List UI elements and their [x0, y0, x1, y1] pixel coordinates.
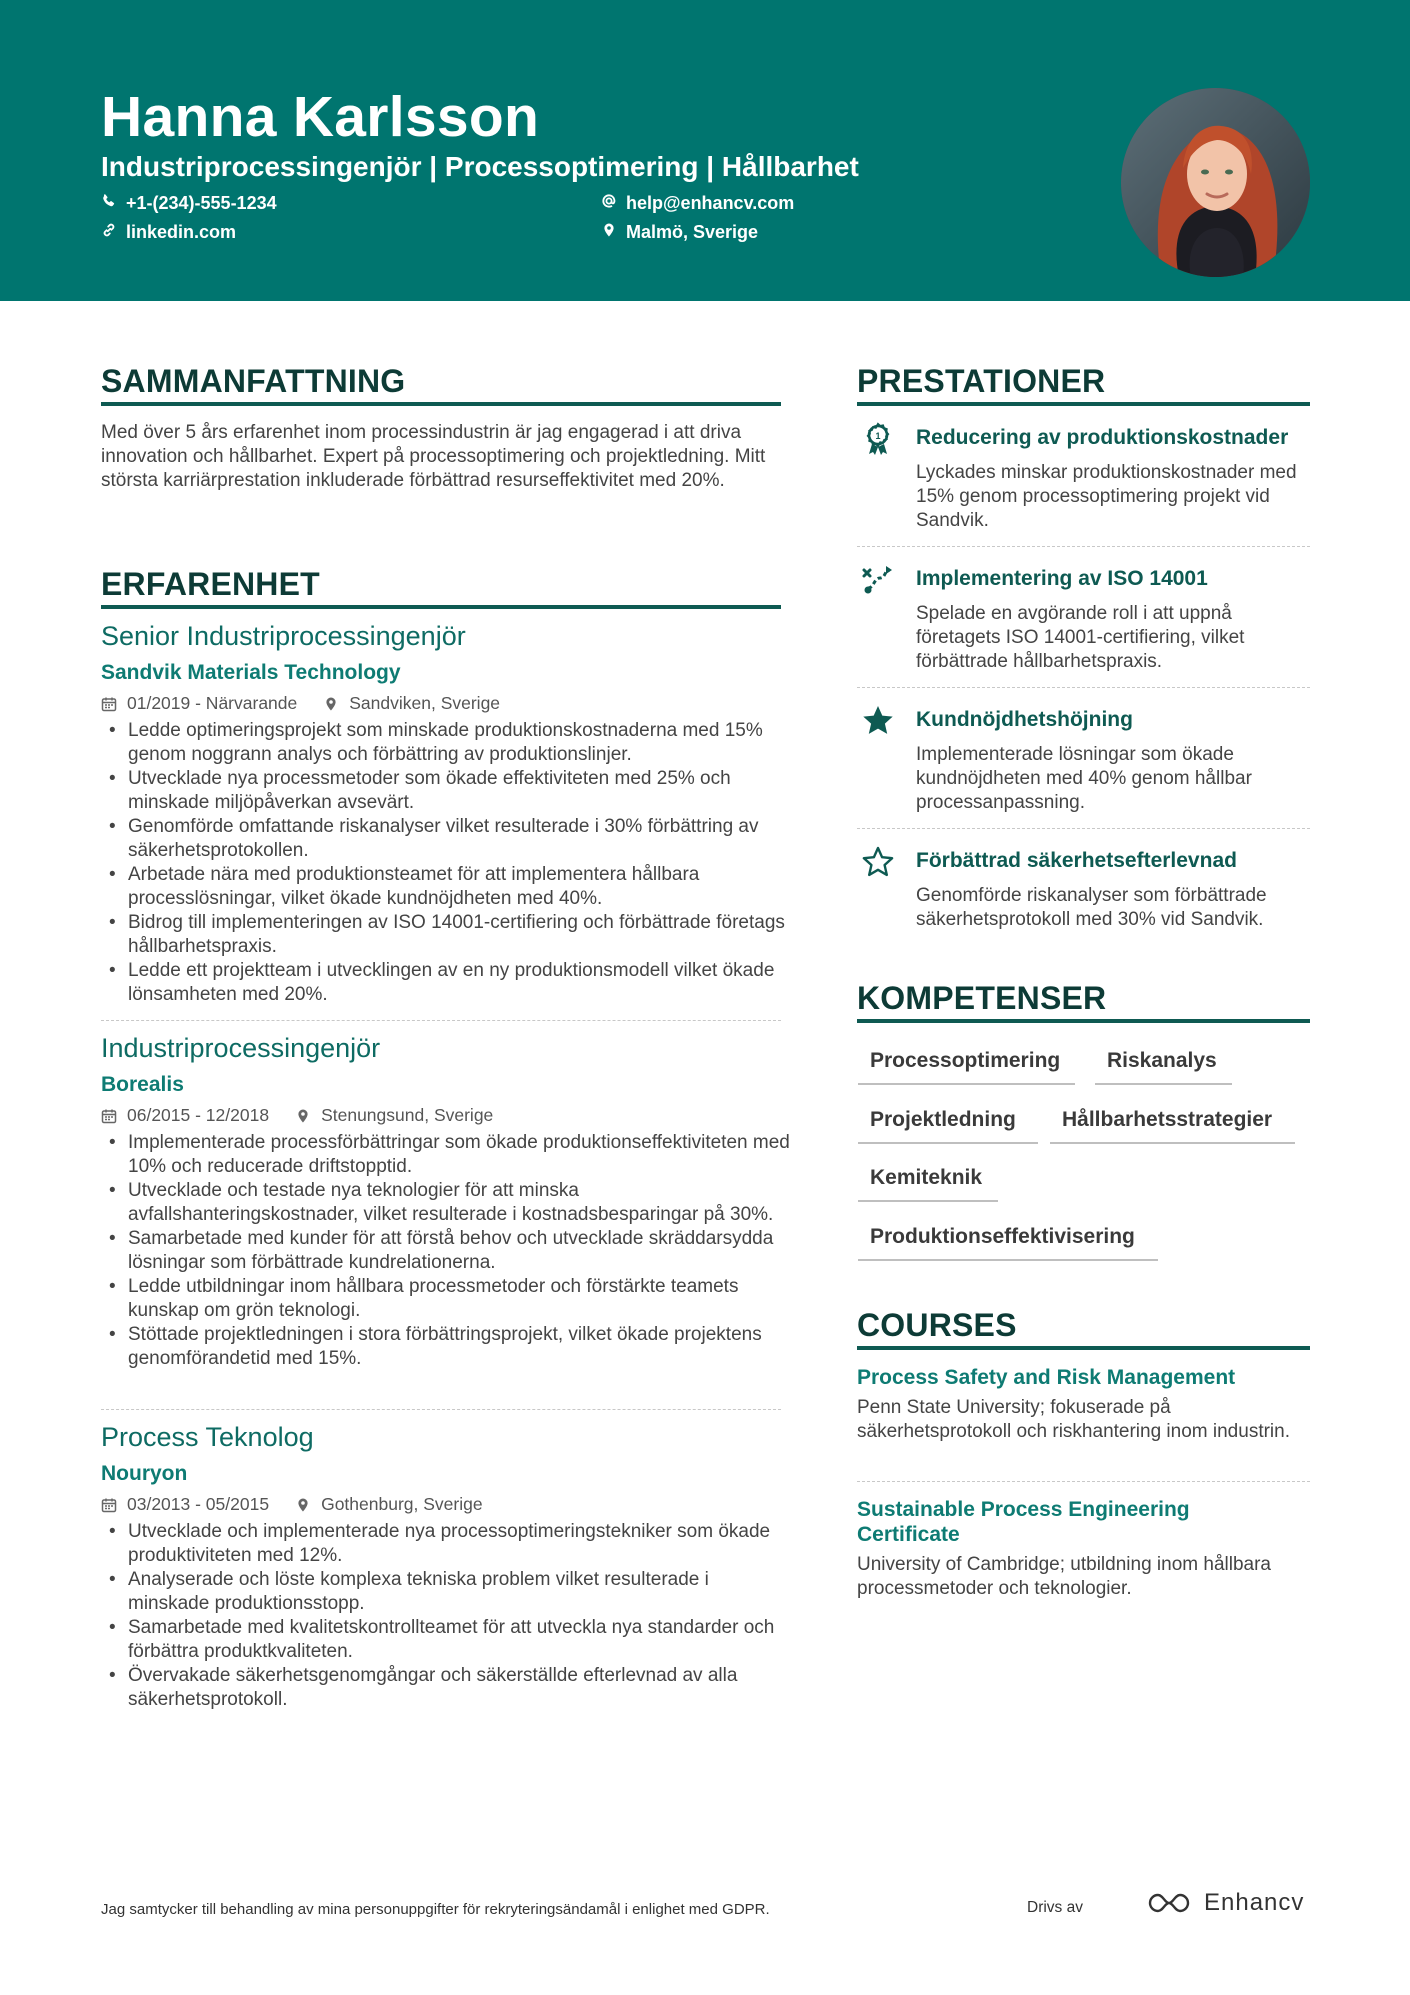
job-title: Industriprocessingenjör: [101, 1033, 381, 1063]
course-description: University of Cambridge; utbildning inom hållbara processmetoder och teknologier.: [857, 1554, 1271, 1599]
achievement-description: Spelade en avgörande roll i att uppnå företagets ISO 14001-certifiering, vilket förbättrade hållbarhetspraxis.: [916, 603, 1245, 672]
job-title: Senior Industriprocessingenjör: [101, 621, 466, 651]
achievement-title: Kundnöjdhetshöjning: [916, 708, 1133, 731]
courses-section-title: COURSES: [857, 1307, 1017, 1343]
course-title: Process Safety and Risk Management: [857, 1366, 1236, 1389]
experience-section-title: ERFARENHET: [101, 566, 320, 602]
job-location: Stenungsund, Sverige: [321, 1105, 494, 1125]
gdpr-consent: Jag samtycker till behandling av mina personuppgifter för rekryteringsändamål i enlighet med GDPR.: [101, 1901, 770, 1918]
job-bullet: • Ledde utbildningar inom hållbara processmetoder och förstärkte teamets kunskap om grön teknologi.: [101, 1275, 791, 1323]
job-bullet: • Utvecklade och implementerade nya processoptimeringstekniker som ökade produktiviteten med 12%.: [101, 1520, 791, 1568]
achievement-title: Reducering av produktionskostnader: [916, 426, 1289, 449]
job-bullets: [101, 719, 791, 1007]
job-bullet: • Ledde ett projektteam i utvecklingen av en ny produktionsmodell vilket ökade lönsamheten med 20%.: [101, 959, 791, 1007]
achievement-separator: [857, 828, 1310, 829]
location-pin-icon: [323, 696, 339, 712]
job-meta: [101, 693, 500, 714]
job-bullet: • Utvecklade nya processmetoder som ökade effektiviteten med 25% och minskade miljöpåverkan avsevärt.: [101, 767, 791, 815]
contact-email[interactable]: [601, 193, 794, 214]
job-bullet: • Ledde optimeringsprojekt som minskade produktionskostnaderna med 15% genom noggrann analys och förbättring av produktionslinjer.: [101, 719, 791, 767]
job-company: Nouryon: [101, 1462, 188, 1485]
location-text: Malmö, Sverige: [626, 222, 759, 242]
path-route-icon: [858, 560, 898, 600]
job-dates: 03/2013 - 05/2015: [127, 1494, 270, 1514]
achievement-separator: [857, 546, 1310, 547]
skill-tag: Hållbarhetsstrategier: [1050, 1108, 1295, 1144]
contact-location: [601, 222, 758, 243]
achievement-title: Implementering av ISO 14001: [916, 567, 1208, 590]
skill-tag: Projektledning: [858, 1108, 1038, 1144]
job-separator: [101, 1020, 781, 1021]
job-meta: [101, 1494, 483, 1515]
achievement-title: Förbättrad säkerhetsefterlevnad: [916, 849, 1237, 872]
job-bullet: • Genomförde omfattande riskanalyser vilket resulterade i 30% förbättring av säkerhetsprotokollen.: [101, 815, 791, 863]
courses-divider: [857, 1346, 1310, 1350]
job-bullet: • Övervakade säkerhetsgenomgångar och säkerställde efterlevnad av alla säkerhetsprotokoll.: [101, 1664, 791, 1712]
achievements-section-title: PRESTATIONER: [857, 363, 1106, 399]
profile-photo: [1121, 88, 1310, 277]
course-separator: [857, 1481, 1310, 1482]
email-text: help@enhancv.com: [626, 193, 795, 213]
location-pin-icon: [295, 1497, 311, 1513]
job-meta: [101, 1105, 493, 1126]
course-title: Sustainable Process Engineering Certificate: [857, 1498, 1190, 1546]
star-outline-icon: [858, 842, 898, 882]
phone-icon: [101, 193, 117, 214]
achievement-description: Lyckades minskar produktionskostnader med 15% genom processoptimering projekt vid Sandvik.: [916, 462, 1297, 531]
summary-text: Med över 5 års erfarenhet inom processindustrin är jag engagerad i att driva innovation och hållbarhet. Expert på processoptimering och projektledning. Mitt största karriärprestation inkluderade förbättrad resurseffektivitet med 20%.: [101, 422, 766, 491]
skill-tag: Kemiteknik: [858, 1166, 998, 1202]
job-location: Sandviken, Sverige: [349, 693, 501, 713]
header-banner: [0, 0, 1410, 301]
candidate-headline: Industriprocessingenjör | Processoptimering | Hållbarhet: [101, 151, 859, 182]
linkedin-text: linkedin.com: [126, 222, 237, 242]
calendar-icon: [101, 1108, 117, 1124]
location-pin-icon: [295, 1108, 311, 1124]
job-bullet: • Samarbetade med kvalitetskontrollteamet för att utveckla nya standarder och förbättra produktkvaliteten.: [101, 1616, 791, 1664]
job-title: Process Teknolog: [101, 1422, 314, 1452]
skills-section-title: KOMPETENSER: [857, 980, 1107, 1016]
location-pin-icon: [601, 222, 617, 243]
contact-linkedin[interactable]: [101, 222, 236, 243]
job-company: Borealis: [101, 1073, 184, 1096]
job-location: Gothenburg, Sverige: [321, 1494, 483, 1514]
achievement-separator: [857, 687, 1310, 688]
job-bullet: • Utvecklade och testade nya teknologier för att minska avfallshanteringskostnader, vilket resulterade i kostnadsbesparingar på 30%.: [101, 1179, 791, 1227]
job-dates: 01/2019 - Närvarande: [127, 693, 298, 713]
job-company: Sandvik Materials Technology: [101, 661, 401, 684]
achievements-divider: [857, 402, 1310, 406]
link-icon: [101, 222, 117, 243]
job-bullet: • Arbetade nära med produktionsteamet för att implementera hållbara processlösningar, vilket ökade kundnöjdheten med 40%.: [101, 863, 791, 911]
svg-text:1: 1: [875, 431, 881, 441]
skills-divider: [857, 1019, 1310, 1023]
skill-tag: Produktionseffektivisering: [858, 1225, 1158, 1261]
at-sign-icon: [601, 193, 617, 214]
job-bullets: [101, 1520, 791, 1712]
achievement-description: Genomförde riskanalyser som förbättrade säkerhetsprotokoll med 30% vid Sandvik.: [916, 885, 1267, 930]
calendar-icon: [101, 1497, 117, 1513]
job-bullet: • Analyserade och löste komplexa tekniska problem vilket resulterade i minskade produktionsstopp.: [101, 1568, 791, 1616]
job-dates: 06/2015 - 12/2018: [127, 1105, 270, 1125]
star-filled-icon: [858, 701, 898, 741]
candidate-name: Hanna Karlsson: [101, 85, 540, 149]
calendar-icon: [101, 696, 117, 712]
summary-divider: [101, 402, 781, 406]
job-bullets: [101, 1131, 791, 1371]
job-bullet: • Stöttade projektledningen i stora förbättringsprojekt, vilket ökade projektens genomförandetid med 15%.: [101, 1323, 791, 1371]
powered-by-label: Drivs av: [1027, 1899, 1083, 1916]
skill-tag: Riskanalys: [1095, 1049, 1232, 1085]
phone-text: +1-(234)-555-1234: [126, 193, 277, 213]
job-bullet: • Samarbetade med kunder för att förstå behov och utvecklade skräddarsydda lösningar som förbättrade kundrelationerna.: [101, 1227, 791, 1275]
achievement-description: Implementerade lösningar som ökade kundnöjdheten med 40% genom hållbar processanpassning.: [916, 744, 1252, 813]
course-description: Penn State University; fokuserade på säkerhetsprotokoll och riskhantering inom industrin.: [857, 1397, 1290, 1442]
enhancv-logo[interactable]: [1146, 1889, 1304, 1917]
summary-section-title: SAMMANFATTNING: [101, 363, 406, 399]
job-bullet: • Bidrog till implementeringen av ISO 14001-certifiering och förbättrade företags hållbarhetspraxis.: [101, 911, 791, 959]
award-ribbon-icon: [858, 419, 898, 459]
enhancv-logo-icon: [1146, 1890, 1192, 1916]
job-bullet: • Implementerade processförbättringar som ökade produktionseffektiviteten med 10% och reducerade driftstopptid.: [101, 1131, 791, 1179]
job-separator: [101, 1409, 781, 1410]
contact-phone: [101, 193, 277, 214]
skill-tag: Processoptimering: [858, 1049, 1075, 1085]
brand-name: Enhancv: [1204, 1889, 1305, 1916]
experience-divider: [101, 605, 781, 609]
